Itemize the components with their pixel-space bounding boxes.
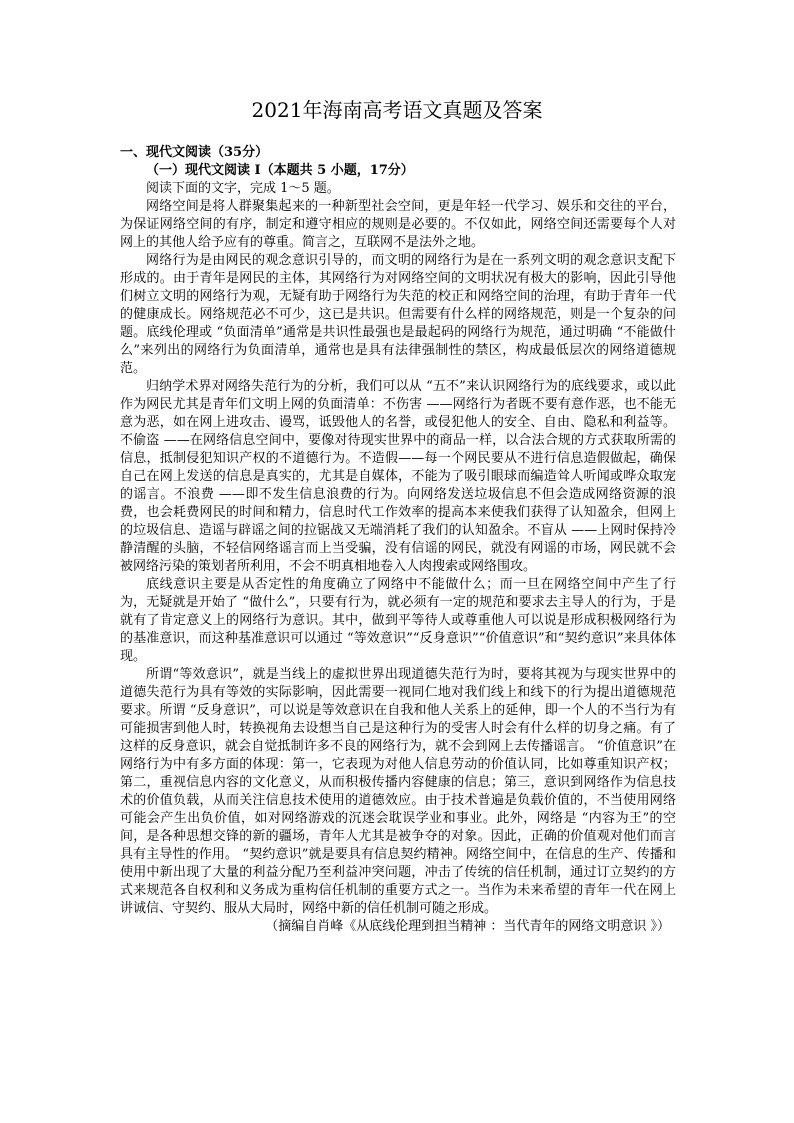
page-title: 2021年海南高考语文真题及答案 [251,98,543,122]
subsection-heading: （一）现代文阅读 I（本题共 5 小题，17分） [146,163,414,178]
paragraph-4: 底线意识主要是从否定性的角度确立了网络中不能做什么；而一旦在网络空间中产生了行为，无疑就是开始了 “做什么”，只要有行为，就必须有一定的规范和要求去主导人的行为，于是就有了肯定意义上的网络行为意识。其中，做到平等待人或尊重他人可以说是形成积极网络行为的基准意识，而这种基准意识可以通过 “等效意识”“反身意识”“价值意识”和“契约意识”来具体体现。 [120,577,676,664]
document-body [120,144,676,936]
paragraph-2: 网络行为是由网民的观念意识引导的，而文明的网络行为是在一系列文明的观念意识支配下形成的。由于青年是网民的主体，其网络行为对网络空间的文明状况有极大的影响，因此引导他们树立文明的网络行为观，无疑有助于网络行为失范的校正和网络空间的治理，有助于青年一代的健康成长。网络规范必不可少，这已是共识。但需要有什么样的网络规范，则是一个复杂的问题。底线伦理或 “负面清单”通常是共识性最强也是最起码的网络行为规范，通过明确 “不能做什么”来列出的网络行为负面清单，通常也是具有法律强制性的禁区，构成最低层次的网络道德规范。 [120,253,676,376]
paragraph-3: 归纳学术界对网络失范行为的分析，我们可以从 “五不”来认识网络行为的底线要求，或以此作为网民尤其是青年们文明上网的负面清单：不伤害 ——网络行为者既不要有意作恶，也不能无意为恶，如在网上进攻击、谩骂，诋毁他人的名誉，或侵犯他人的安全、自由、隐私和利益等。不偷盗 ——在网络信息空间中，要像对待现实世界中的商品一样，以合法合规的方式获取所需的信息，抵制侵犯知识产权的不道德行为。不造假——每一个网民要从不进行信息造假做起，确保自己在网上发送的信息是真实的，尤其是自媒体，不能为了吸引眼球而编造耸人听闻或哗众取宠的谣言。不浪费 ——即不发生信息浪费的行为。向网络发送垃圾信息不但会造成网络资源的浪费，也会耗费网民的时间和精力，信息时代工作效率的提高本来使我们获得了认知盈余，但网上的垃圾信息、造谣与辟谣之间的拉锯战又无端消耗了我们的认知盈余。不盲从 ——上网时保持冷静清醒的头脑，不轻信网络谣言而上当受骗，没有信谣的网民，就没有网谣的市场，网民就不会被网络污染的策划者所利用，不会不明真相地卷入人肉搜索或网络围攻。 [120,379,676,574]
instruction-text: 阅读下面的文字，完成 1～5 题。 [146,181,340,196]
source-citation: （摘编自肖峰《从底线伦理到担当精神 ：当代青年的网络文明意识 》） [265,919,670,934]
paragraph-5: 所谓“等效意识”，就是当线上的虚拟世界出现道德失范行为时，要将其视为与现实世界中的道德失范行为具有等效的实际影响，因此需要一视同仁地对我们线上和线下的行为提出道德规范要求。所谓 “反身意识”，可以说是等效意识在自我和他人关系上的延伸，即一个人的不当行为有可能损害到他人时，转换视角去设想当自己是这种行为的受害人时会有什么样的切身之痛。有了这样的反身意识，就会自觉抵制许多不良的网络行为，就不会到网上去传播谣言。 “价值意识”在网络行为中有多方面的体现：第一，它表现为对他人信息劳动的价值认同，比如尊重知识产权；第二，重视信息内容的文化意义，从而积极传播内容健康的信息；第三，意识到网络作为信息技术的价值负载，从而关注信息技术使用的道德效应。由于技术普遍是负载价值的，不当使用网络可能会产生出负价值，如对网络游戏的沉迷会耽误学业和事业。此外，网络是 “内容为王”的空间，是各种思想交锋的新的疆场，青年人尤其是被争夺的对象。因此，正确的价值观对他们而言具有主导性的作用。 “契约意识”就是要具有信息契约精神。网络空间中，在信息的生产、传播和使用中新出现了大量的利益分配乃至利益冲突问题，冲击了传统的信任机制，通过订立契约的方式来规范各自权利和义务成为重构信任机制的重要方式之一。当作为未来希望的青年一代在网上讲诚信、守契约、服从大局时，网络中新的信任机制可随之形成。 [120,667,676,916]
paragraph-1: 网络空间是将人群聚集起来的一种新型社会空间，更是年轻一代学习、娱乐和交往的平台，为保证网络空间的有序，制定和遵守相应的规则是必要的。不仅如此，网络空间还需要每个人对网上的其他人给予应有的尊重。简言之，互联网不是法外之地。 [120,199,676,250]
section-heading: 一、现代文阅读（35分） [120,145,269,160]
